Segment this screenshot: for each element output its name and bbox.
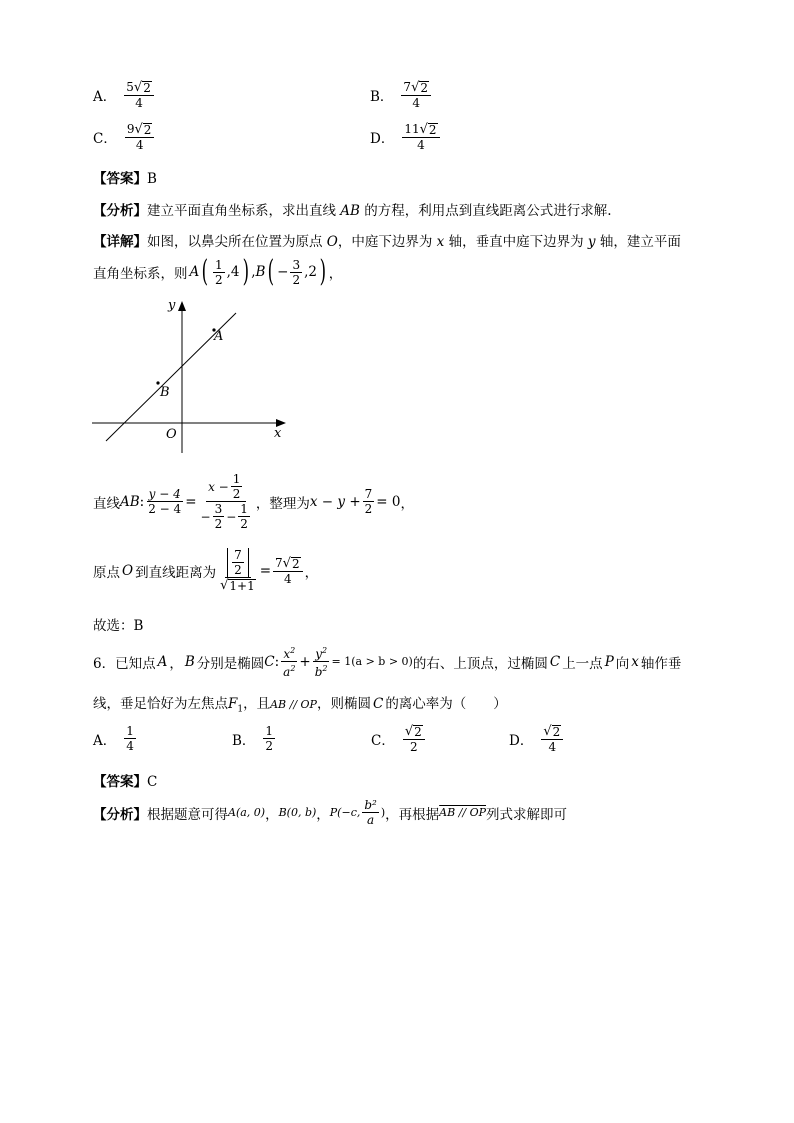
answer-value: B xyxy=(147,171,157,187)
coordinate-graph xyxy=(90,293,290,458)
q6-option-c: C． √ 2 2 xyxy=(371,724,427,754)
line-equation: 直线 AB : $\frac{y - 4}{2 - 4}$ = x − $\frac{1}{2}$ − $\frac{3}{2}$ − $\frac{1}{2}$ ，整理为 x − y + $\frac{7}{2}$ = 0 ， xyxy=(93,472,414,531)
q6-analysis-line: 【分析】 根据题意可得 A(a, 0) ， B(0, b) ， P(−c, $\frac{\text{b²}}{a}$ ) ，再根据 AB // OP 列式求解即可 xyxy=(93,798,568,827)
distance-line: 原点 O 到直线距离为 $\frac{7}{2}$ √ 1+1 = 7 √ 2 4 ， xyxy=(93,548,319,593)
option-label: B． xyxy=(370,89,394,105)
analysis-tag: 【分析】 xyxy=(93,203,147,219)
answer-line xyxy=(93,167,157,187)
option-label: C． xyxy=(93,131,117,147)
q6-option-b: B． $\frac{1}{2}$ xyxy=(232,724,274,753)
option-value: 11 √ 2 4 xyxy=(402,122,439,152)
detail-tag: 【详解】 xyxy=(93,234,147,250)
x-axis-label: x xyxy=(274,426,282,441)
option-value: 7 √ 2 4 xyxy=(401,80,431,110)
option-b xyxy=(370,80,433,110)
option-label: A． xyxy=(93,89,117,105)
question-6-line-1: 6． 已知点 A ， B 分别是椭圆 C : $\frac{x^2}{a^2}$ + $\frac{y^2}{b^2}$ = 1(a > b > 0) 的右、上顶点，过椭圆 C 上一点 P 向 x 轴作垂 xyxy=(93,646,682,679)
option-value: 5 √ 2 4 xyxy=(124,80,154,110)
answer-tag: 【答案】 xyxy=(93,171,147,187)
q6-answer-line: 【答案】C xyxy=(93,774,158,790)
q6-option-a: A． $\frac{1}{4}$ xyxy=(93,724,134,753)
option-label: D． xyxy=(370,131,395,147)
origin-label: O xyxy=(166,427,177,442)
option-d xyxy=(370,122,442,152)
option-a xyxy=(93,80,156,110)
detail-line-1: 【详解】如图，以鼻尖所在位置为原点 O，中庭下边界为 x 轴，垂直中庭下边界为 y 轴，建立平面 xyxy=(93,234,681,250)
analysis-line: 【分析】建立平面直角坐标系，求出直线 AB 的方程，利用点到直线距离公式进行求解. xyxy=(93,203,612,219)
choose-line: 故选：B xyxy=(93,618,144,634)
q6-option-d: D． √ 2 4 xyxy=(509,724,565,754)
point-b-label: B xyxy=(160,385,170,400)
point-a-label: A xyxy=(214,329,224,344)
option-c xyxy=(93,122,156,152)
y-axis-arrow xyxy=(178,301,186,311)
question-6-line-2: 线，垂足恰好为左焦点$F_1$，且AB // OP，则椭圆 C 的离心率为（ ） xyxy=(93,696,507,715)
option-value: 9 √ 2 4 xyxy=(125,122,155,152)
detail-line-2: 直角坐标系，则 A ( $\frac{1}{2}$ , 4 ) , B ( − $\frac{3}{2}$ , 2 ) ， xyxy=(93,254,343,289)
y-axis-label: y xyxy=(168,298,176,313)
question-number: 6． xyxy=(93,655,116,672)
